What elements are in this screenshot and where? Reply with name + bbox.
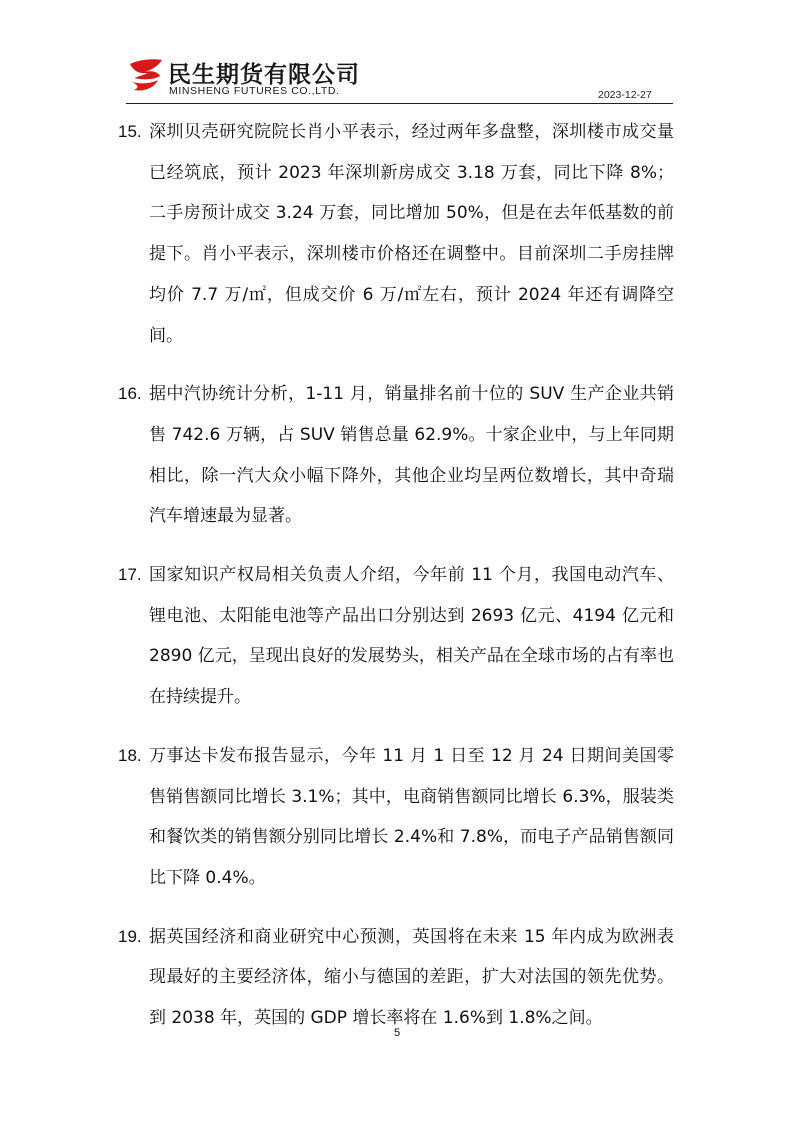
page-header [0, 0, 794, 104]
item-text: 据中汽协统计分析，1-11 月，销量排名前十位的 SUV 生产企业共销售 742.6 万辆，占 SUV 销售总量 62.9%。十家企业中，与上年同期相比，除一汽大众小幅下降外，其他企业均呈两位数增长，其中奇瑞汽车增速最为显著。 [149, 384, 674, 527]
item-number: 18. [118, 745, 142, 765]
item-number: 17. [118, 565, 142, 585]
news-item-18 [118, 736, 674, 899]
news-list [118, 112, 674, 1057]
news-item-16 [118, 374, 674, 537]
report-date: 2023-12-27 [598, 89, 652, 101]
page-number: 5 [393, 1027, 401, 1039]
company-name-en: MINSHENG FUTURES CO.,LTD. [169, 85, 340, 97]
news-item-19 [118, 917, 674, 1039]
item-text: 国家知识产权局相关负责人介绍，今年前 11 个月，我国电动汽车、锂电池、太阳能电池等产品出口分别达到 2693 亿元、4194 亿元和 2890 亿元，呈现出良好的发展势头，相关产品在全球市场的占有率也在持续提升。 [149, 565, 674, 708]
item-number: 19. [118, 926, 142, 946]
item-text: 据英国经济和商业研究中心预测，英国将在未来 15 年内成为欧洲表现最好的主要经济体，缩小与德国的差距，扩大对法国的领先优势。到 2038 年，英国的 GDP 增长率将在 1.6%到 1.8%之间。 [149, 926, 674, 1029]
item-text: 深圳贝壳研究院院长肖小平表示，经过两年多盘整，深圳楼市成交量已经筑底，预计 2023 年深圳新房成交 3.18 万套，同比下降 8%；二手房预计成交 3.24 万套，同比增加 50%，但是在去年低基数的前提下。肖小平表示，深圳楼市价格还在调整中。目前深圳二手房挂牌均价 7.7 万/㎡，但成交价 6 万/㎡左右，预计 2024 年还有调降空间。 [149, 122, 674, 346]
company-name-cn: 民生期货有限公司 [168, 62, 360, 88]
news-item-17 [118, 555, 674, 718]
item-number: 15. [118, 122, 142, 141]
item-text: 万事达卡发布报告显示，今年 11 月 1 日至 12 月 24 日期间美国零售销售额同比增长 3.1%；其中，电商销售额同比增长 6.3%，服装类和餐饮类的销售额分别同比增长 2.4%和 7.8%，而电子产品销售额同比下降 0.4%。 [149, 745, 674, 888]
header-divider [126, 103, 673, 104]
news-item-15 [118, 112, 674, 356]
company-logo-icon [128, 56, 164, 94]
item-number: 16. [118, 384, 142, 404]
